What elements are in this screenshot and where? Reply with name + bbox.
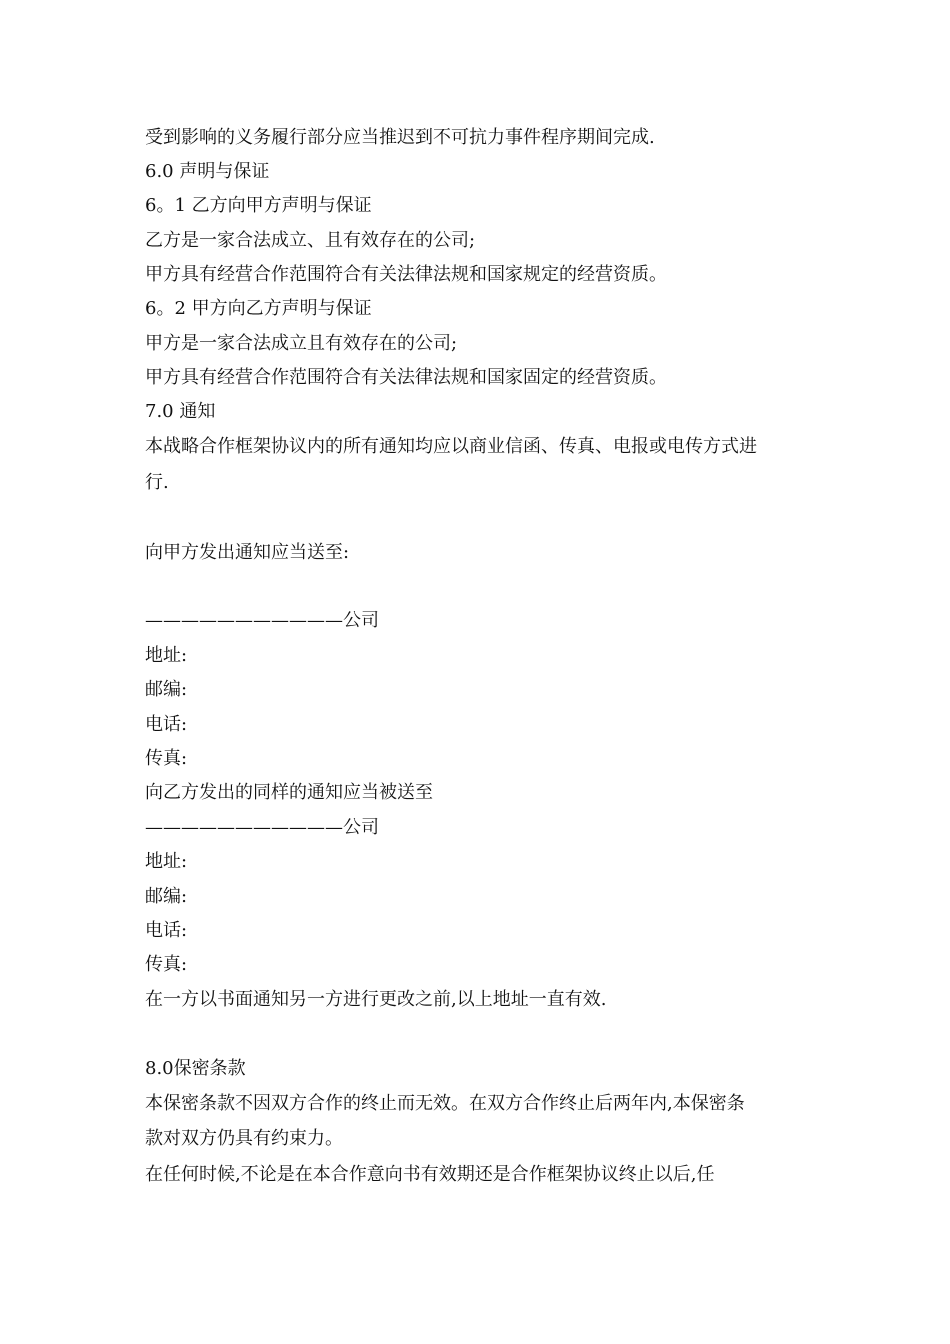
section-heading-7-0: 7.0 通知 bbox=[145, 401, 216, 422]
subsection-heading-6-2: 6。2 甲方向乙方声明与保证 bbox=[145, 298, 372, 319]
text-line: 在一方以书面通知另一方进行更改之前,以上地址一直有效. bbox=[145, 989, 607, 1010]
text-line: 本保密条款不因双方合作的终止而无效。在双方合作终止后两年内,本保密条 bbox=[145, 1093, 745, 1114]
section-heading-8-0: 8.0保密条款 bbox=[145, 1058, 246, 1079]
phone-label: 电话: bbox=[145, 920, 188, 941]
address-label: 地址: bbox=[145, 645, 188, 666]
text-line: 向甲方发出通知应当送至: bbox=[145, 542, 350, 563]
company-blank-party-a: ———————————公司 bbox=[145, 610, 379, 631]
text-line: 甲方具有经营合作范围符合有关法律法规和国家固定的经营资质。 bbox=[145, 367, 667, 388]
fax-label: 传真: bbox=[145, 954, 188, 975]
text-line: 在任何时候,不论是在本合作意向书有效期还是合作框架协议终止以后,任 bbox=[145, 1164, 715, 1185]
subsection-heading-6-1: 6。1 乙方向甲方声明与保证 bbox=[145, 195, 372, 216]
text-line: 甲方具有经营合作范围符合有关法律法规和国家规定的经营资质。 bbox=[145, 264, 667, 285]
postcode-label: 邮编: bbox=[145, 886, 188, 907]
text-line: 款对双方仍具有约束力。 bbox=[145, 1128, 343, 1149]
text-line: 向乙方发出的同样的通知应当被送至 bbox=[145, 782, 433, 803]
text-line-force-majeure: 受到影响的义务履行部分应当推迟到不可抗力事件程序期间完成. bbox=[145, 127, 655, 148]
text-line: 甲方是一家合法成立且有效存在的公司; bbox=[145, 333, 458, 354]
phone-label: 电话: bbox=[145, 714, 188, 735]
text-line: 乙方是一家合法成立、且有效存在的公司; bbox=[145, 230, 476, 251]
text-line: 行. bbox=[145, 472, 169, 493]
section-heading-6-0: 6.0 声明与保证 bbox=[145, 161, 270, 182]
company-blank-party-b: ———————————公司 bbox=[145, 817, 379, 838]
address-label: 地址: bbox=[145, 851, 188, 872]
fax-label: 传真: bbox=[145, 748, 188, 769]
postcode-label: 邮编: bbox=[145, 679, 188, 700]
text-line: 本战略合作框架协议内的所有通知均应以商业信函、传真、电报或电传方式进 bbox=[145, 436, 757, 457]
